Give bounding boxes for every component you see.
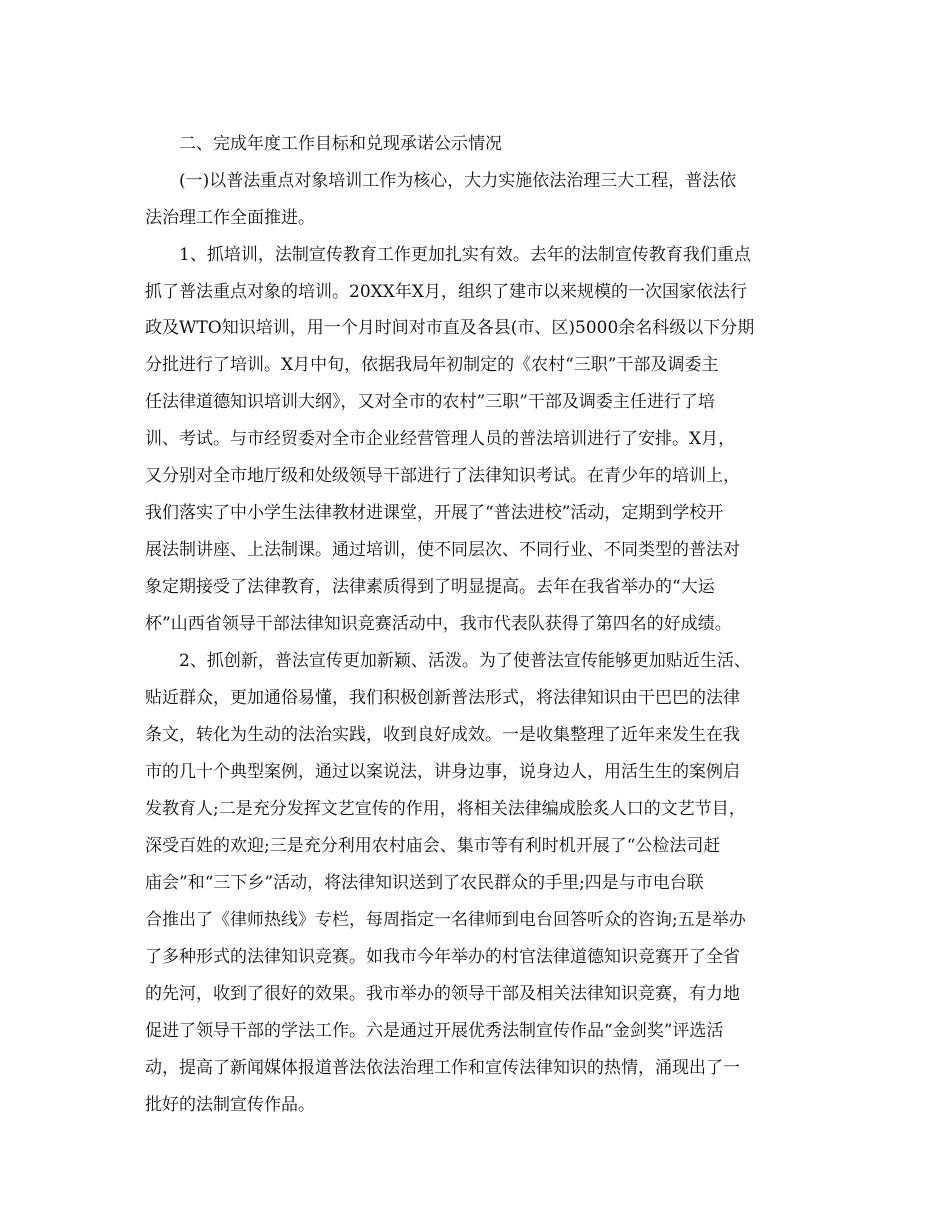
text-line: 政及WTO知识培训，用一个月时间对市直及各县(市、区)5000余名科级以下分期 bbox=[145, 318, 755, 338]
text-line: 训、考试。与市经贸委对全市企业经营管理人员的普法培训进行了安排。X月， bbox=[145, 429, 736, 449]
text-line: 了多种形式的法律知识竞赛。如我市今年举办的村官法律道德知识竞赛开了全省 bbox=[145, 947, 740, 967]
text-line: 杯”山西省领导干部法律知识竞赛活动中，我市代表队获得了第四名的好成绩。 bbox=[145, 614, 732, 634]
text-line: 二、完成年度工作目标和兑现承诺公示情况 bbox=[179, 134, 502, 154]
text-line: 又分别对全市地厅级和处级领导干部进行了法律知识考试。在青少年的培训上， bbox=[145, 466, 740, 486]
text-line: 分批进行了培训。X月中旬，依据我局年初制定的《农村“三职”干部及调委主 bbox=[145, 355, 719, 375]
text-line: 法治理工作全面推进。 bbox=[145, 208, 315, 228]
text-line: 任法律道德知识培训大纲》，又对全市的农村”三职”干部及调委主任进行了培 bbox=[145, 392, 715, 412]
text-line: 抓了普法重点对象的培训。20XX年X月，组织了建市以来规模的一次国家依法行 bbox=[145, 282, 747, 302]
text-line: 1、抓培训，法制宣传教育工作更加扎实有效。去年的法制宣传教育我们重点 bbox=[179, 245, 751, 265]
text-line: 合推出了《律师热线》专栏，每周指定一名律师到电台回答听众的咨询;五是举办 bbox=[145, 910, 746, 930]
text-line: 象定期接受了法律教育，法律素质得到了明显提高。去年在我省举办的“大运 bbox=[145, 577, 715, 597]
text-line: 条文，转化为生动的法治实践，收到良好成效。一是收集整理了近年来发生在我 bbox=[145, 725, 740, 745]
text-line: 促进了领导干部的学法工作。六是通过开展优秀法制宣传作品“金剑奖”评选活 bbox=[145, 1021, 724, 1041]
text-line: 深受百姓的欢迎;三是充分利用农村庙会、集市等有利时机开展了“公检法司赶 bbox=[145, 836, 721, 856]
text-line: 发教育人;二是充分发挥文艺宣传的作用，将相关法律编成脍炙人口的文艺节目， bbox=[145, 799, 746, 819]
text-line: 我们落实了中小学生法律教材进课堂，开展了“普法进校”活动，定期到学校开 bbox=[145, 503, 724, 523]
text-line: 展法制讲座、上法制课。通过培训，使不同层次、不同行业、不同类型的普法对 bbox=[145, 540, 740, 560]
text-line: (一)以普法重点对象培训工作为核心，大力实施依法治理三大工程，普法依 bbox=[179, 171, 737, 191]
text-line: 庙会”和“三下乡”活动，将法律知识送到了农民群众的手里;四是与市电台联 bbox=[145, 873, 704, 893]
text-line: 2、抓创新，普法宣传更加新颖、活泼。为了使普法宣传能够更加贴近生活、 bbox=[179, 651, 751, 671]
text-line: 贴近群众，更加通俗易懂，我们积极创新普法形式，将法律知识由干巴巴的法律 bbox=[145, 688, 740, 708]
text-line: 市的几十个典型案例，通过以案说法，讲身边事，说身边人，用活生生的案例启 bbox=[145, 762, 740, 782]
text-line: 批好的法制宣传作品。 bbox=[145, 1095, 315, 1115]
text-line: 动，提高了新闻媒体报道普法依法治理工作和宣传法律知识的热情，涌现出了一 bbox=[145, 1058, 740, 1078]
text-line: 的先河，收到了很好的效果。我市举办的领导干部及相关法律知识竞赛，有力地 bbox=[145, 984, 740, 1004]
